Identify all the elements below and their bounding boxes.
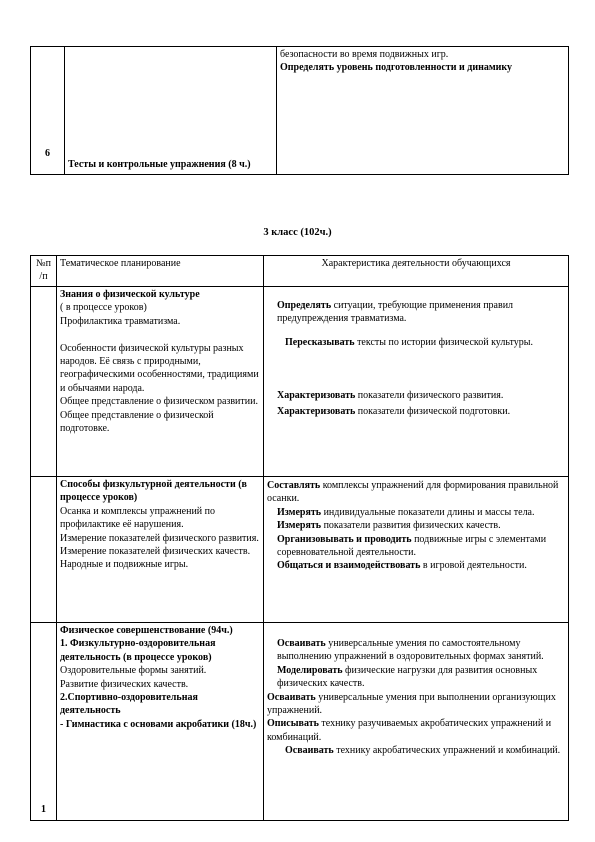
topic-line: Измерение показателей физических качеств. [60, 546, 251, 558]
activity-line [267, 519, 565, 532]
table-row [31, 287, 569, 477]
previous-section-table [30, 46, 569, 175]
activity-text: технику разучиваемых акробатических упражнений и комбинаций. [267, 718, 552, 743]
activity-line [267, 479, 565, 506]
topic-line: - Гимнастика с основами акробатики (18ч.) [60, 718, 257, 730]
topic-line: Осанка и комплексы упражнений по профилактике её нарушения. [60, 505, 215, 531]
activity-text: комплексы упражнений для формирования правильной осанки. [267, 480, 559, 505]
activity-line [267, 744, 565, 757]
activity-line [267, 405, 565, 418]
activity-verb: Характеризовать [277, 390, 356, 402]
table-header-row [31, 256, 569, 287]
activity-text: тексты по истории физической культуры. [354, 336, 533, 348]
header-topic: Тематическое планирование [57, 256, 264, 287]
activity-line [267, 664, 565, 691]
activity-line [267, 559, 565, 572]
activity-text: показатели физического развития. [355, 390, 504, 402]
topic-line: Оздоровительные формы занятий. [60, 665, 207, 677]
topic-cell [57, 623, 264, 821]
activity-cell [277, 47, 569, 175]
activity-verb: Организовывать и проводить [277, 533, 412, 545]
row-number: 6 [45, 147, 50, 159]
activity-text: универсальные умения при выполнении организующих упражнений. [267, 691, 556, 717]
activity-verb: Измерять [277, 506, 322, 518]
table-row [31, 47, 569, 175]
header-num: №п /п [31, 256, 57, 287]
activity-cell [264, 623, 569, 821]
activity-line [267, 299, 565, 326]
row-number: 1 [41, 803, 46, 815]
table-row [31, 623, 569, 821]
topic-cell [65, 47, 277, 175]
topic-line [60, 328, 260, 341]
activity-verb: Составлять [267, 480, 321, 491]
activity-cell [264, 287, 569, 477]
topic-line: Профилактика травматизма. [60, 315, 181, 327]
activity-verb: Пересказывать [285, 336, 355, 348]
activity-text: показатели развития физических качеств. [321, 520, 501, 532]
activity-verb: Моделировать [277, 664, 343, 676]
activity-line [267, 389, 565, 402]
activity-verb: Общаться и взаимодействовать [277, 560, 421, 572]
activity-line: Определять уровень подготовленности и динамику [280, 62, 513, 74]
activity-verb: Измерять [277, 520, 322, 532]
topic-text: Тесты и контрольные упражнения (8 ч.) [68, 158, 251, 170]
activity-line [267, 336, 565, 349]
activity-line [267, 637, 565, 664]
row-number-cell [31, 47, 65, 175]
activity-verb: Определять [277, 300, 332, 311]
activity-line [267, 533, 565, 560]
topic-line: Развитие физических качеств. [60, 678, 189, 690]
topic-line: Особенности физической культуры разных народов. Её связь с природными, географическими особенностями, традициями и обычаями народа. [60, 342, 259, 394]
activity-verb: Осваивать [285, 745, 334, 757]
topic-line: Физическое совершенствование (94ч.) [60, 625, 233, 636]
activity-text: показатели физической подготовки. [355, 405, 511, 417]
topic-line: Народные и подвижные игры. [60, 559, 189, 571]
activity-text: подвижные игры с элементами соревновательной деятельности. [277, 533, 547, 559]
topic-line: 1. Физкультурно-оздоровительная деятельность (в процессе уроков) [60, 638, 216, 663]
topic-line: Общее представление о физической подготовке. [60, 409, 214, 435]
topic-line: ( в процессе уроков) [60, 302, 147, 314]
activity-cell [264, 477, 569, 623]
activity-line [267, 717, 565, 744]
topic-cell [57, 287, 264, 477]
topic-line: Способы физкультурной деятельности (в процессе уроков) [60, 479, 247, 504]
activity-text: индивидуальные показатели длины и массы тела. [321, 506, 535, 518]
activity-line: безопасности во время подвижных игр. [280, 49, 449, 60]
topic-line: 2.Спортивно-оздоровительная деятельность [60, 692, 198, 717]
activity-verb: Описывать [267, 718, 319, 730]
activity-text: технику акробатических упражнений и комбинаций. [333, 745, 561, 757]
topic-line: Общее представление о физическом развитии. [60, 396, 258, 408]
row-number-cell [31, 623, 57, 821]
row-number-cell [31, 287, 57, 477]
row-number-cell [31, 477, 57, 623]
section-title: 3 класс (102ч.) [263, 227, 332, 238]
table-row [31, 477, 569, 623]
activity-line [267, 506, 565, 519]
header-activity: Характеристика деятельности обучающихся [264, 256, 569, 287]
activity-text: физические нагрузки для развития основных физических качеств. [277, 664, 538, 690]
activity-text: ситуации, требующие применения правил предупреждения травматизма. [277, 300, 514, 325]
activity-line [267, 691, 565, 718]
activity-verb: Характеризовать [277, 405, 356, 417]
planning-table [30, 255, 569, 821]
topic-cell [57, 477, 264, 623]
topic-line: Измерение показателей физического развития. [60, 532, 259, 544]
activity-verb: Осваивать [267, 691, 316, 703]
activity-text: в игровой деятельности. [420, 560, 527, 572]
topic-line: Знания о физической культуре [60, 289, 200, 300]
activity-text: универсальные умения по самостоятельному выполнению упражнений в оздоровительных формах занятий. [277, 638, 544, 663]
activity-verb: Осваивать [277, 638, 326, 649]
